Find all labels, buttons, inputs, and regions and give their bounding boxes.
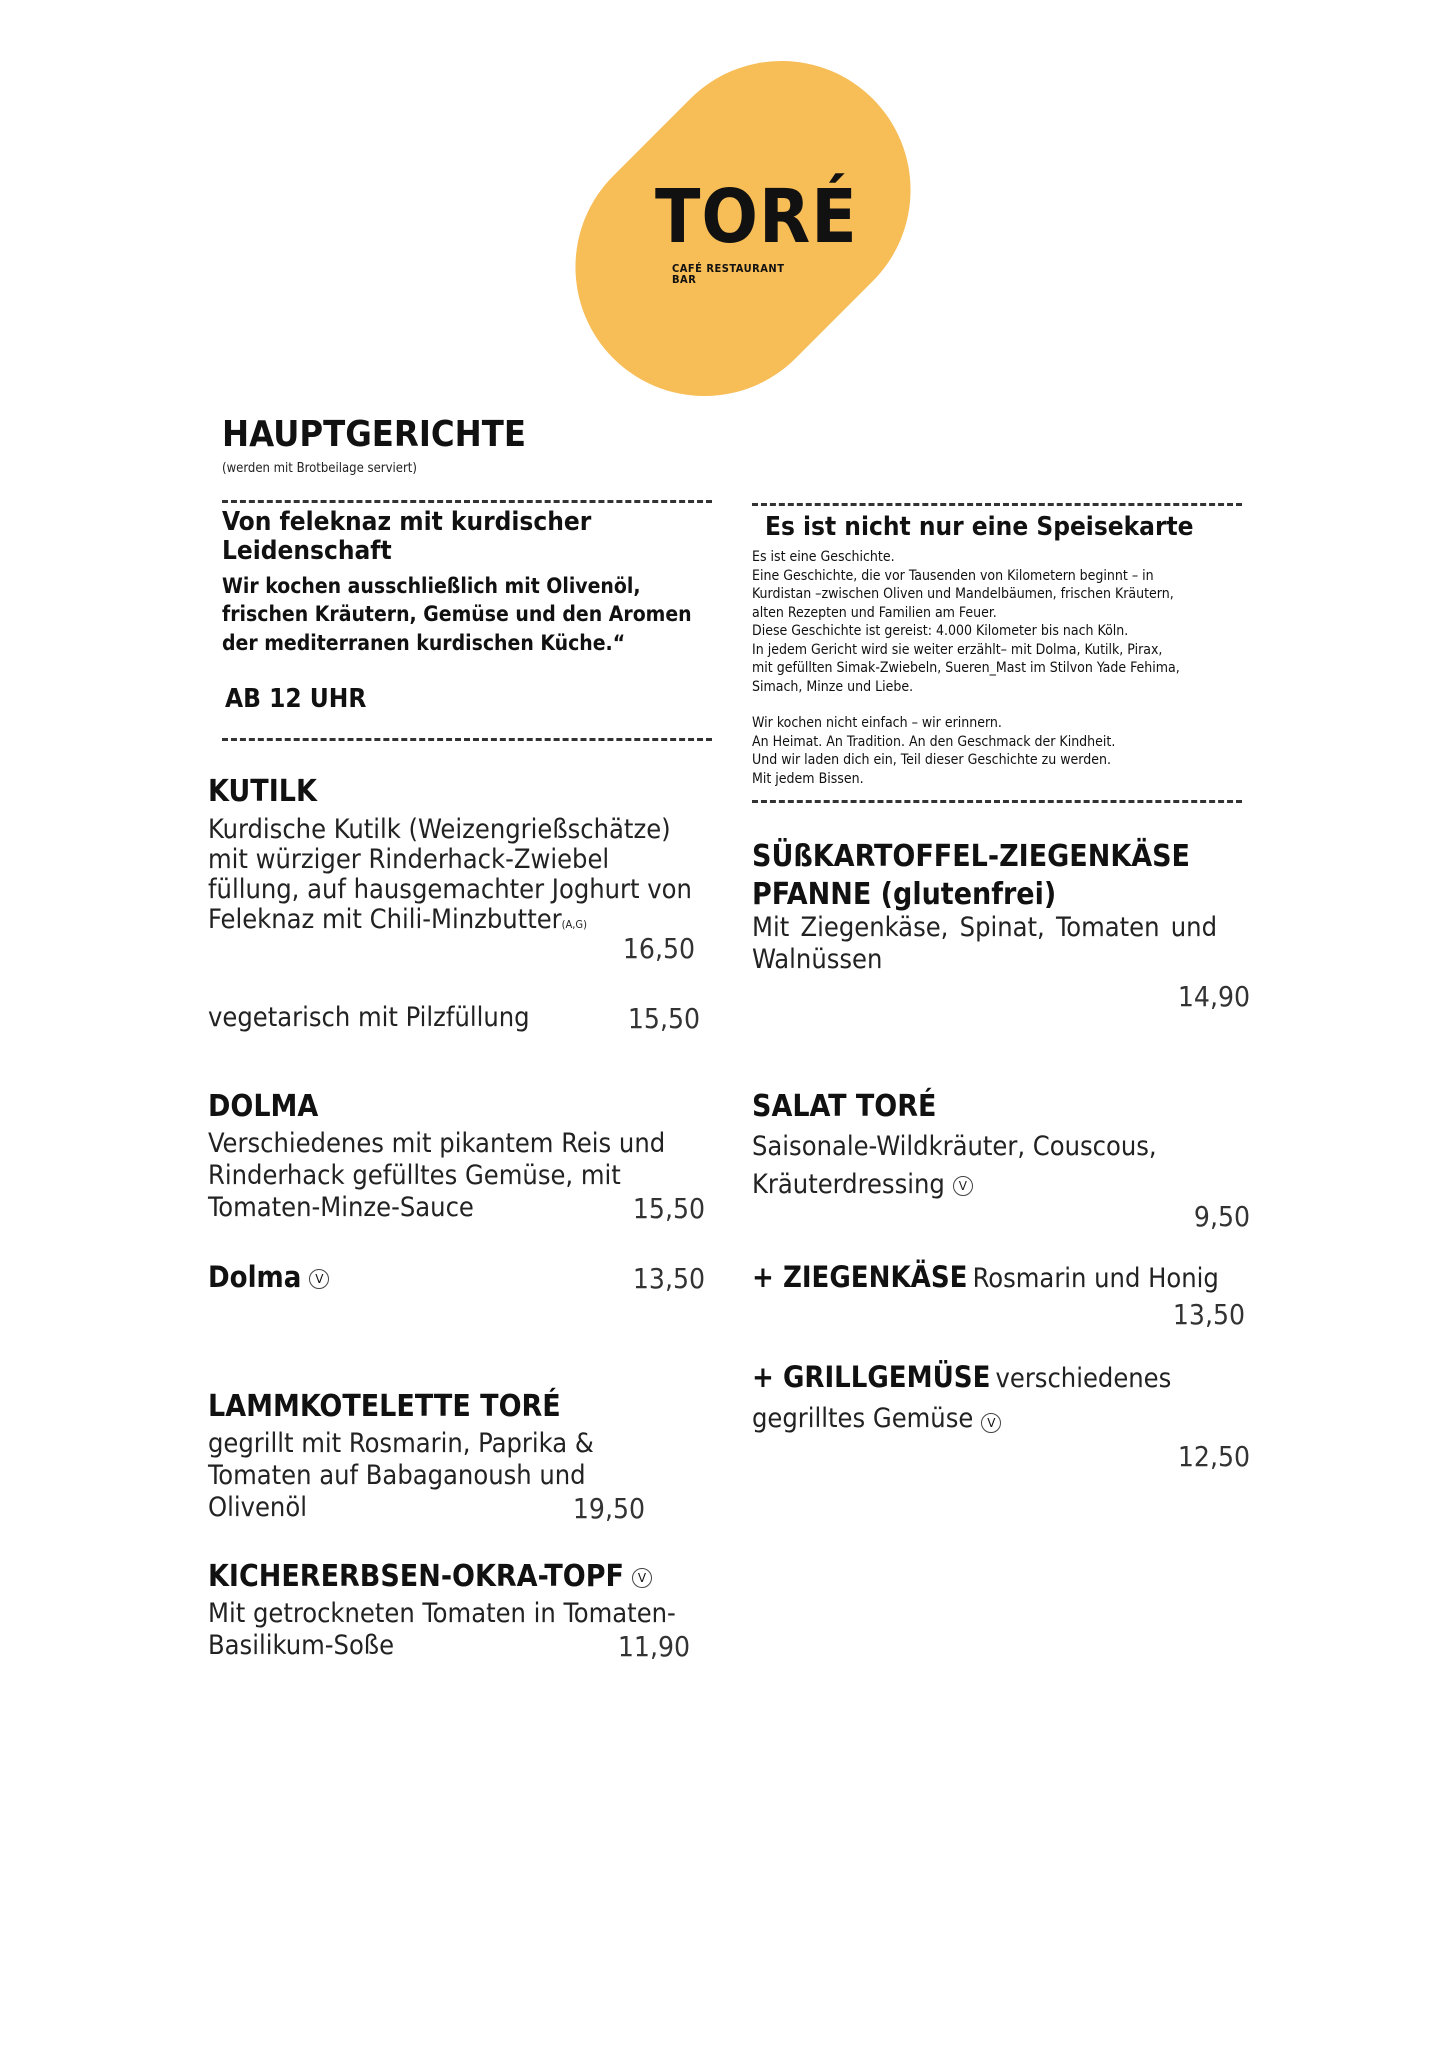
divider <box>222 500 712 503</box>
dish-title-line: PFANNE (glutenfrei) <box>752 877 1057 912</box>
dish-desc-line: Mit getrockneten Tomaten in Tomaten- <box>208 1598 676 1629</box>
intro-heading <box>222 508 702 565</box>
vegan-icon: V <box>632 1568 652 1588</box>
dish-variant-kutilk: vegetarisch mit Pilzfüllung <box>208 1002 530 1033</box>
vegan-icon: V <box>953 1176 973 1196</box>
dish-price-kutilk: 16,50 <box>622 932 695 965</box>
dish-desc-kutilk <box>208 815 703 940</box>
dish-variant-price-kutilk: 15,50 <box>627 1002 700 1035</box>
story-heading: Es ist nicht nur eine Speisekarte <box>765 512 1194 542</box>
intro-text-line: der mediterranen kurdischen Küche.“ <box>222 630 626 655</box>
story-line: In jedem Gericht wird sie weiter erzählt– mit Dolma, Kutilk, Pirax, <box>752 641 1163 658</box>
story-line: Und wir laden dich ein, Teil dieser Geschichte zu werden. <box>752 752 1111 768</box>
dish-price-kichererbsen: 11,90 <box>617 1630 690 1663</box>
intro-heading-line: Von feleknaz mit kurdischer <box>222 507 592 537</box>
divider <box>222 738 712 741</box>
story-line: alten Rezepten und Familien am Feuer. <box>752 604 997 621</box>
addon-desc: gegrilltes Gemüse <box>752 1403 974 1434</box>
dish-desc-text: Kurdische Kutilk (Weizengrießschätze) mit würziger Rinderhack-Zwiebel füllung, auf hausgemachter Joghurt von Feleknaz mit Chili-Minzbutter <box>208 814 692 935</box>
addon-desc: Rosmarin und Honig <box>972 1263 1219 1294</box>
allergen-label: (A,G) <box>561 918 587 931</box>
dish-desc-line: Basilikum-Soße <box>208 1630 395 1661</box>
addon-ziegenkaese <box>752 1262 1232 1294</box>
dish-title-kichererbsen <box>208 1560 652 1593</box>
page-subtitle: (werden mit Brotbeilage serviert) <box>222 461 417 476</box>
dish-variant-dolma <box>208 1262 329 1294</box>
vegan-icon: V <box>981 1413 1001 1433</box>
vegan-icon: V <box>309 1269 329 1289</box>
divider <box>752 800 1242 803</box>
dish-desc-line: Kräuterdressing <box>752 1169 945 1200</box>
dish-price-suesskartoffel: 14,90 <box>1177 980 1250 1013</box>
addon-title: + GRILLGEMÜSE <box>752 1360 991 1394</box>
intro-heading-line: Leidenschaft <box>222 535 392 566</box>
story-line: Diese Geschichte ist gereist: 4.000 Kilometer bis nach Köln. <box>752 623 1129 639</box>
intro-text-line: frischen Kräutern, Gemüse und den Aromen <box>222 602 692 627</box>
dish-title-lamm: LAMMKOTELETTE TORÉ <box>208 1389 561 1424</box>
dish-desc-line: Rinderhack gefülltes Gemüse, mit <box>208 1160 621 1191</box>
dish-title-line: SÜßKARTOFFEL-ZIEGENKÄSE <box>752 839 1191 874</box>
dish-desc-line: gegrillt mit Rosmarin, Paprika & <box>208 1428 594 1459</box>
story-line: An Heimat. An Tradition. An den Geschmack der Kindheit. <box>752 733 1116 750</box>
addon-title: + ZIEGENKÄSE <box>752 1260 968 1294</box>
addon-desc: verschiedenes <box>995 1363 1172 1394</box>
dish-title-salat: SALAT TORÉ <box>752 1089 937 1124</box>
intro-text <box>222 572 722 657</box>
dish-price-lamm: 19,50 <box>572 1492 645 1525</box>
dish-title-kutilk: KUTILK <box>208 774 317 809</box>
page-title: HAUPTGERICHTE <box>222 414 526 455</box>
dish-title-text: KICHERERBSEN-OKRA-TOPF <box>208 1559 624 1594</box>
dish-desc-line: Tomaten-Minze-Sauce <box>208 1192 474 1223</box>
dish-title-dolma: DOLMA <box>208 1089 319 1124</box>
dish-variant-label: Dolma <box>208 1260 302 1294</box>
dish-desc-line: Olivenöl <box>208 1492 307 1523</box>
logo-name: TORÉ <box>655 174 858 260</box>
dish-variant-price-dolma: 13,50 <box>632 1262 705 1295</box>
story-line: Simach, Minze und Liebe. <box>752 678 914 695</box>
story-line: Es ist eine Geschichte. <box>752 549 895 565</box>
story-line: Wir kochen nicht einfach – wir erinnern. <box>752 715 1002 731</box>
addon-price-ziegenkaese: 13,50 <box>1172 1298 1245 1331</box>
intro-text-line: Wir kochen ausschließlich mit Olivenöl, <box>222 574 641 598</box>
dish-desc-suesskartoffel: Mit Ziegenkäse, Spinat, Tomaten und Walnüssen <box>752 912 1217 975</box>
story-line: Eine Geschichte, die vor Tausenden von Kilometern beginnt – in <box>752 567 1154 584</box>
dish-desc-line: Tomaten auf Babaganoush und <box>208 1460 586 1491</box>
addon-price-grillgemuese: 12,50 <box>1177 1440 1250 1473</box>
dish-desc-line: Verschiedenes mit pikantem Reis und <box>208 1128 666 1159</box>
addon-grillgemuese <box>752 1362 1232 1442</box>
dish-desc-salat <box>752 1128 1212 1204</box>
opening-hours: AB 12 UHR <box>225 684 367 714</box>
divider <box>752 503 1242 506</box>
dish-desc-line: Saisonale-Wildkräuter, Couscous, <box>752 1131 1157 1162</box>
dish-price-dolma: 15,50 <box>632 1192 705 1225</box>
logo-tagline: CAFÉ RESTAURANT BAR <box>672 262 785 286</box>
dish-title-suesskartoffel <box>752 838 1190 914</box>
dish-price-salat: 9,50 <box>1193 1200 1250 1233</box>
story-text <box>752 548 1252 788</box>
story-line: mit gefüllten Simak-Zwiebeln, Sueren_Mast im Stilvon Yade Fehima, <box>752 660 1180 676</box>
story-line: Kurdistan –zwischen Oliven und Mandelbäumen, frischen Kräutern, <box>752 586 1174 602</box>
story-line: Mit jedem Bissen. <box>752 770 864 787</box>
